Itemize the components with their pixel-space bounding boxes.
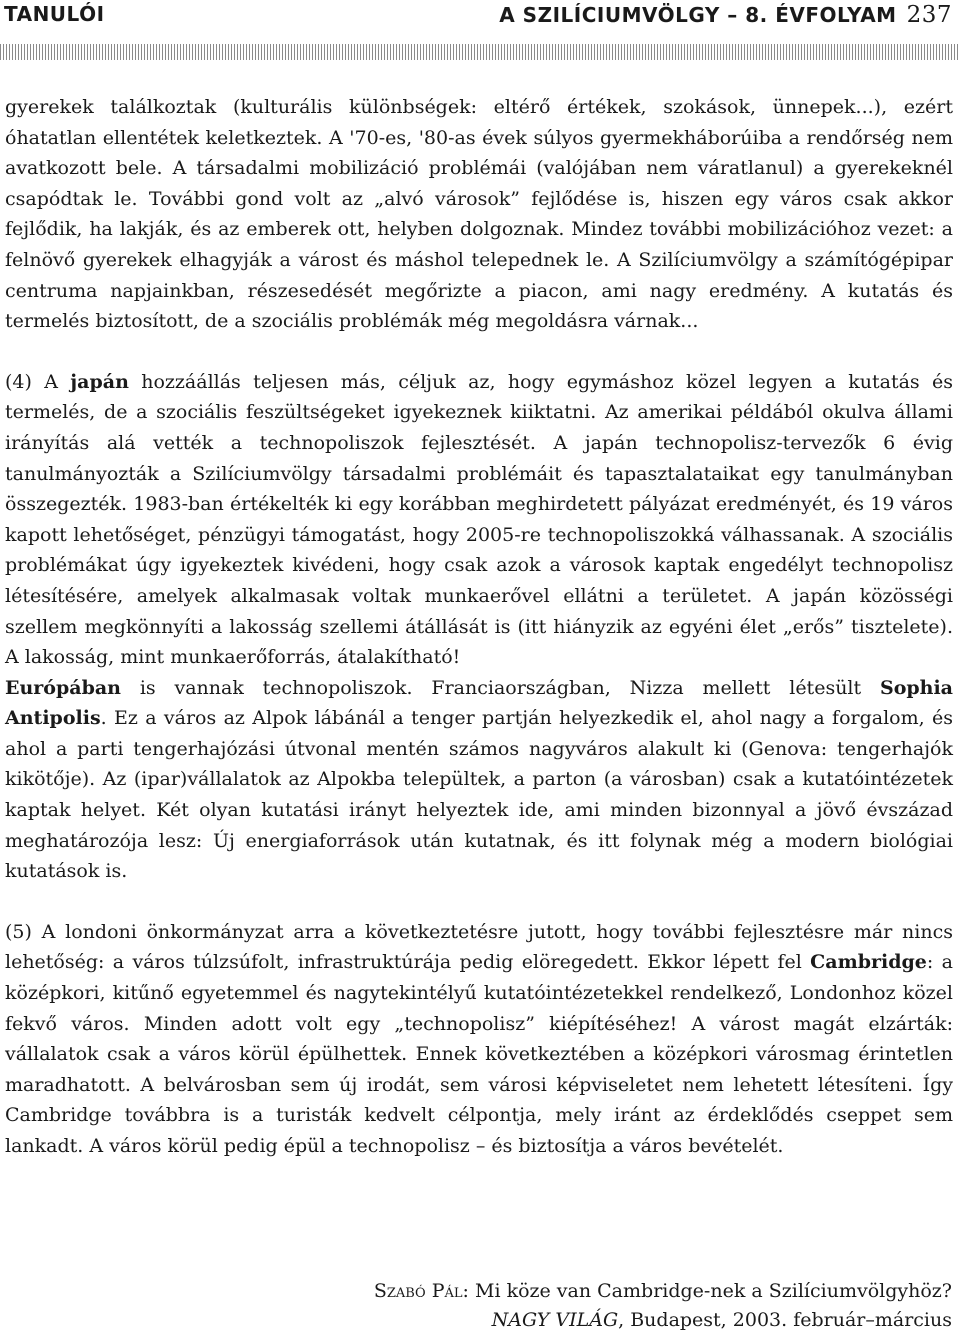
running-header — [0, 0, 960, 30]
page-number: 237 — [906, 2, 952, 28]
paragraph-london — [5, 917, 953, 1162]
text-run: : a középkori, kitűnő egyetemmel és nagytekintélyű kutatóintézetekkel rendelkező, Londonhoz közel fekvő város. Minden adott volt egy „technopolisz” kiépítéséhez! A várost magát elzárták: vállalatok csak a város körül épülhettek. Ennek következtében a középkori városmag érintetlen maradhatott. A belvárosban sem új irodát, sem városi képviseletet nem lehetett létesíteni. Így Cambridge továbbra is a turisták kedvelt célpontja, mely iránt az érdeklődés cseppet sem lankadt. A város körül pedig épül a technopolisz – és biztosítja a város bevételét. — [5, 951, 953, 1157]
header-section-label: TANULÓI — [4, 2, 105, 26]
paragraph-europe — [5, 673, 953, 887]
citation-line-2 — [374, 1306, 952, 1335]
bold-term-japan: japán — [70, 370, 129, 393]
text-run: . Ez a város az Alpok lábánál a tenger partján helyezkedik el, ahol nagy a forgalom, és ahol a parti tengerhajózási útvonal mentén számos nagyváros alakult ki (Genova: tengerhajók kikötője). Az (ipar)vállalatok az Alpokba települtek, a parton (a városban) csak a kutatóintézetek kaptak helyet. Két olyan kutatási irányt helyeztek ide, ami minden bizonnyal a jövő évszázad meghatározója lesz: Új energiaforrások után kutatnak, és itt folynak még a modern biológiai kutatások is. — [5, 707, 953, 883]
bold-term-europe: Európában — [5, 676, 121, 699]
header-chapter-label: A SZILÍCIUMVÖLGY – 8. ÉVFOLYAM — [499, 3, 897, 27]
text-run: is vannak technopoliszok. Franciaországban, Nizza mellett létesült — [121, 676, 880, 699]
text-run: (4) A — [5, 370, 71, 393]
bold-term-sophia-antipolis: Sophia Antipolis — [5, 676, 953, 730]
citation-author: Szabó Pál: — [373, 1280, 469, 1302]
citation-journal: NAGY VILÁG — [491, 1309, 619, 1331]
bold-term-cambridge: Cambridge — [810, 951, 927, 974]
header-rule — [0, 44, 960, 60]
citation-details: , Budapest, 2003. február–március — [618, 1309, 952, 1331]
article-body — [5, 92, 953, 1162]
paragraph-1: gyerekek találkoztak (kulturális különbségek: eltérő értékek, szokások, ünnepek...), ezért óhatatlan ellentétek keletkeztek. A '70-es, '80-as évek súlyos gyermekháborúiba a rendőrség nem avatkozott bele. A társadalmi mobilizáció problémái (valójában nem váratlanul) a gyerekeknél csapódtak le. További gond volt az „alvó városok” fejlődése is, hiszen egy város csak akkor fejlődik, ha lakják, és az emberek ott, helyben dolgoznak. Mindez további mobilizációhoz vezet: a felnövő gyerekek elhagyják a várost és máshol telepednek le. A Szilíciumvölgy a számítógépipar centruma napjainkban, részesedését megőrizte a piacon, ami nagy eredmény. A kutatás és termelés biztosított, de a szociális problémák még megoldásra várnak... — [5, 96, 953, 333]
source-citation — [374, 1277, 952, 1335]
text-run: (5) A londoni önkormányzat arra a következtetésre jutott, hogy további fejlesztésre már nincs lehetőség: a város túlzsúfolt, infrastruktúrája pedig elöregedett. Ekkor lépett fel — [5, 920, 953, 974]
citation-line-1 — [374, 1277, 952, 1306]
citation-title: Mi köze van Cambridge-nek a Szilíciumvölgyhöz? — [468, 1280, 952, 1302]
header-chapter-title — [499, 2, 952, 28]
paragraph-japan — [5, 367, 953, 673]
text-run: hozzáállás teljesen más, céljuk az, hogy egymáshoz közel legyen a kutatás és termelés, de a szociális feszültségeket igyekeznek kiiktatni. Az amerikai példából okulva állami irányítás alá vették a technopoliszok fejlesztését. A japán technopolisz-tervezők 6 évig tanulmányozták a Szilíciumvölgy társadalmi problémáit és tapasztalataikat egy tanulmányban összegezték. 1983-ban értékelték ki egy korábban meghirdetett pályázat eredményét, és 19 város kapott lehetőséget, pénzügyi támogatást, hogy 2005-re technopoliszokká válhassanak. A szociális problémákat úgy igyekeztek kivédeni, hogy csak azok a városok kaptak engedélyt technopolisz létesítésére, amelyek alkalmasak voltak munkaerővel ellátni a területet. A japán közösségi szellem megkönnyíti a lakosság szellemi átállását is (itt hiányzik az egyéni élet „erős” tisztelete). A lakosság, mint munkaerőforrás, átalakítható! — [5, 370, 953, 669]
